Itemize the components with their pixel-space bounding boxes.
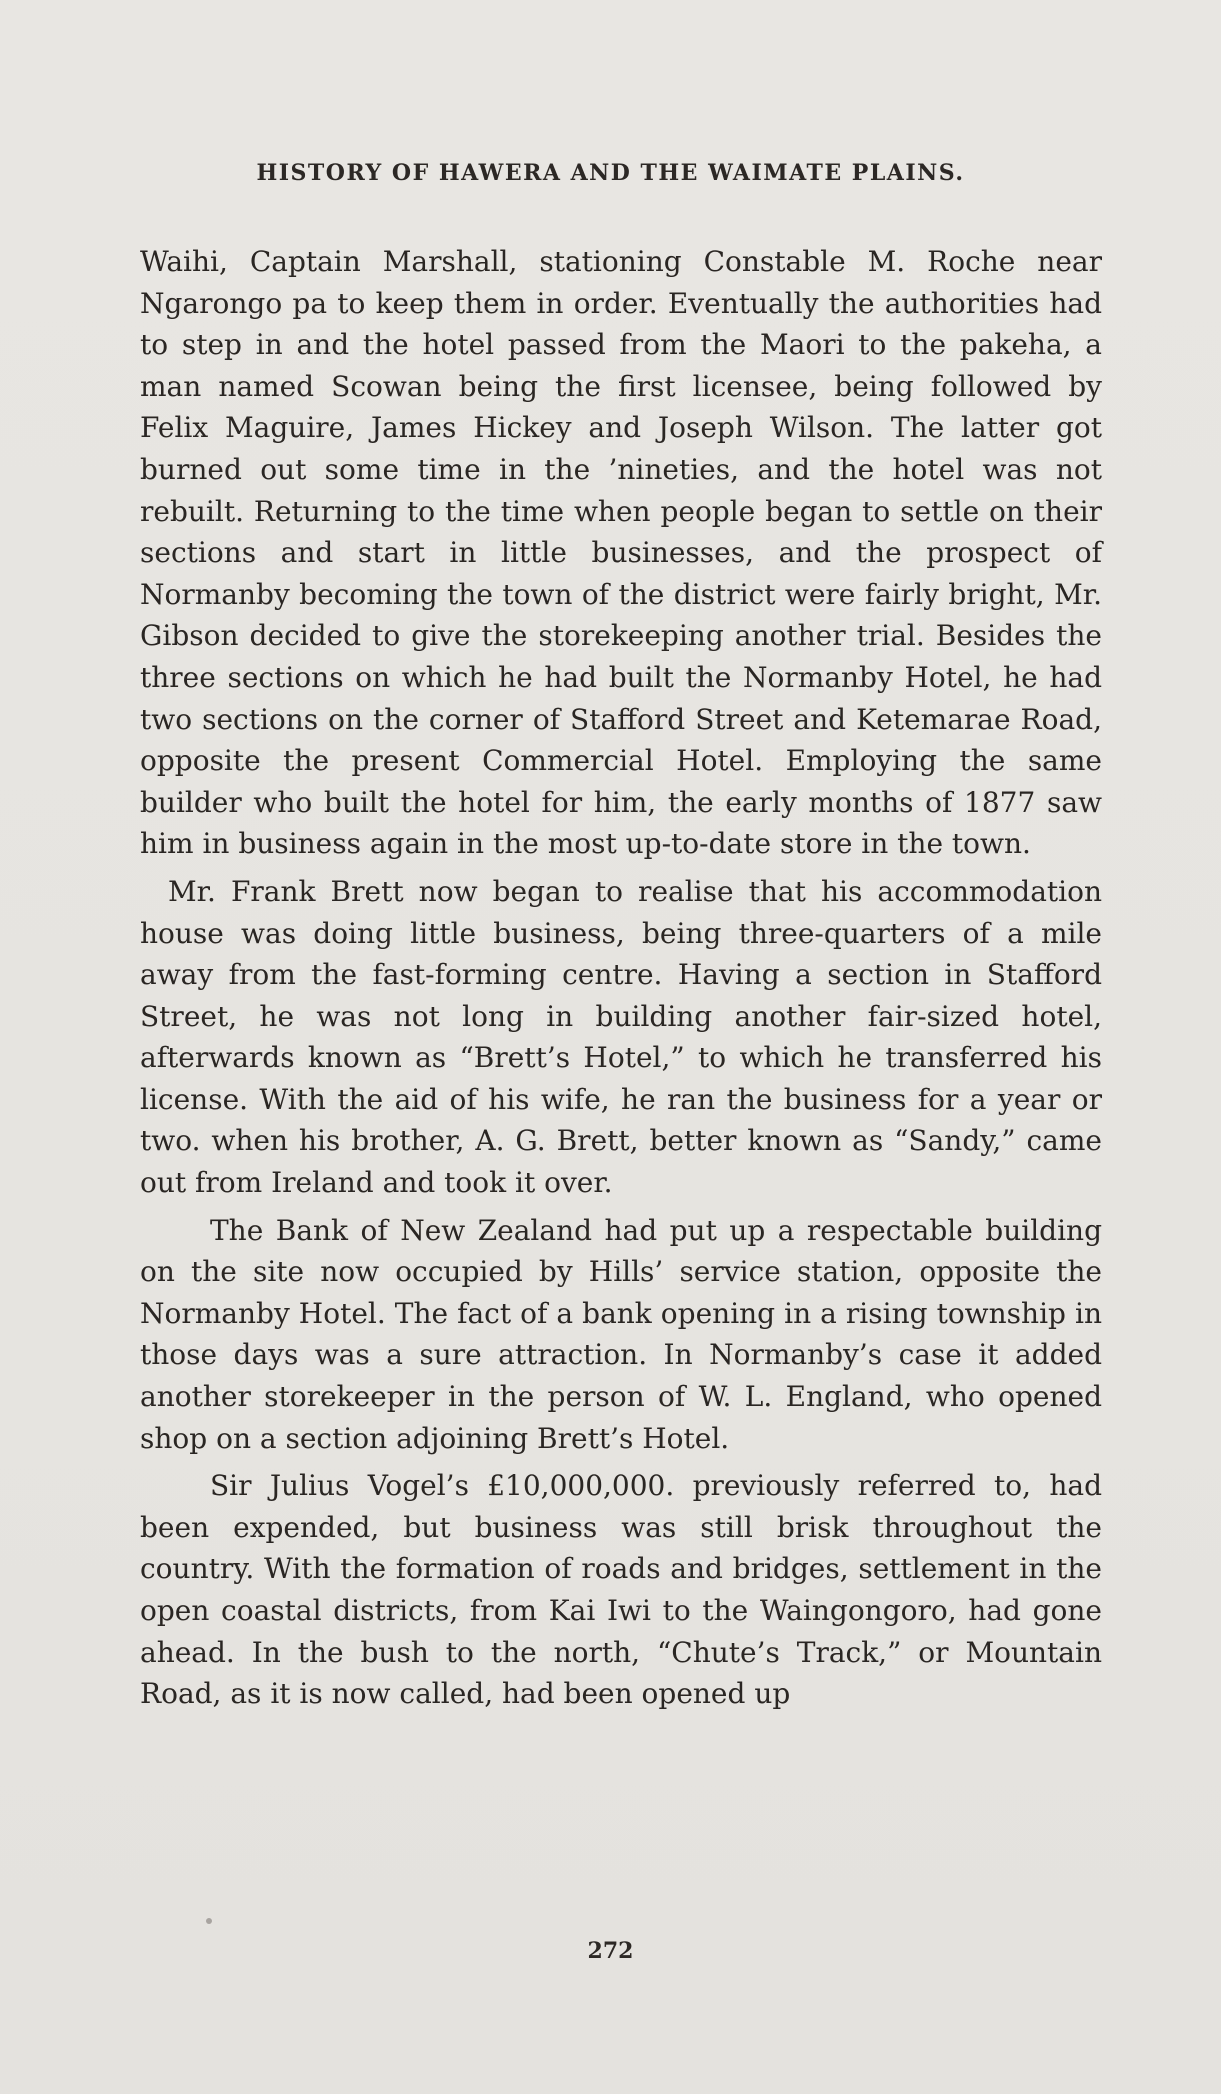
running-head-title: HISTORY OF HAWERA AND THE WAIMATE PLAINS. — [256, 160, 965, 186]
body-text — [140, 241, 1102, 1721]
paragraph-2: Mr. Frank Brett now began to realise that his accommodation house was doing little business, being three-quarters of a mile away from the fast-forming centre. Having a section in Stafford Street, he was not long in building another fair-sized hotel, afterwards known as “Brett’s Hotel,” to which he transferred his license. With the aid of his wife, he ran the business for a year or two. when his brother, A. G. Brett, better known as “Sandy,” came out from Ireland and took it over. — [140, 874, 1102, 1200]
paragraph-4: Sir Julius Vogel’s £10,000,000. previously referred to, had been expended, but business was still brisk throughout the country. With the formation of roads and bridges, settlement in the open coastal districts, from Kai Iwi to the Waingongoro, had gone ahead. In the bush to the north, “Chute’s Track,” or Mountain Road, as it is now called, had been opened up — [140, 1469, 1102, 1711]
page-number: 272 — [587, 1938, 634, 1964]
ink-speck — [206, 1918, 212, 1924]
paragraph-3: The Bank of New Zealand had put up a respectable building on the site now occupied by Hills’ service station, opposite the Normanby Hotel. The fact of a bank opening in a rising township in those days was a sure attraction. In Normanby’s case it added another storekeeper in the person of W. L. England, who opened shop on a section adjoining Brett’s Hotel. — [140, 1213, 1102, 1455]
paragraph-1: Waihi, Captain Marshall, stationing Constable M. Roche near Ngarongo pa to keep them in order. Eventually the authorities had to step in and the hotel passed from the Maori to the pakeha, a man named Scowan being the first licensee, being followed by Felix Maguire, James Hickey and Joseph Wilson. The latter got burned out some time in the ’nineties, and the hotel was not rebuilt. Returning to the time when people began to settle on their sections and start in little businesses, and the prospect of Normanby becoming the town of the district were fairly bright, Mr. Gibson decided to give the storekeeping another trial. Besides the three sections on which he had built the Normanby Hotel, he had two sections on the corner of Stafford Street and Ketemarae Road, opposite the present Commercial Hotel. Employing the same builder who built the hotel for him, the early months of 1877 saw him in business again in the most up-to-date store in the town. — [140, 245, 1102, 861]
